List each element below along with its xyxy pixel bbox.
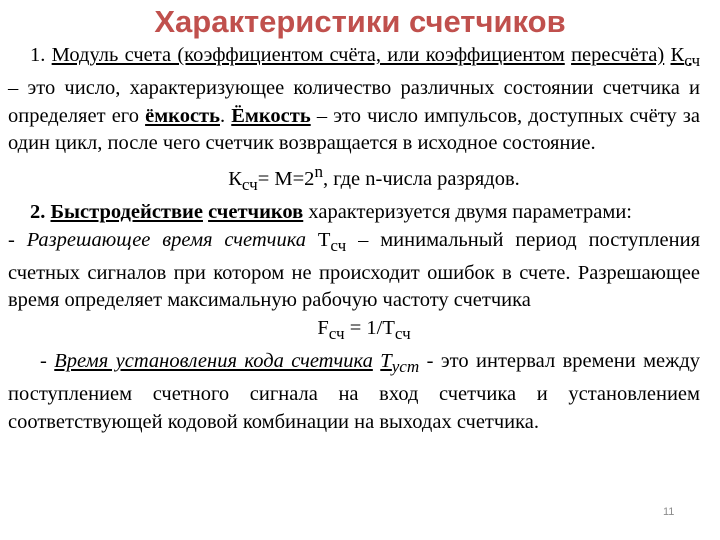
resolution-time-paragraph: - Разрешающее время счетчика $Т_{сч}$ – минимальный период поступления счетных сигналов при котором не происходит ошибок в счете. Разрешающее время определяет максимальную рабочую частоту счетчика (8, 228, 701, 312)
item1-emph-capacity-2: Ёмкость (231, 104, 311, 127)
body-text (8, 42, 700, 437)
item1-term-b: пересчёта) (571, 44, 665, 66)
item1-number: 1. (30, 44, 46, 66)
settling-time-paragraph: - Время установления кода счетчика $Т_{уст}$ - это интервал времени между поступлением счетного сигнала на вход счетчика и установлением соответствующей кодовой комбинации на выходах счетчика. (8, 350, 701, 433)
item1-def-c: – это число импульсов, доступных счёту за один цикл, после чего счетчик возвращается в исходное состояние. (8, 104, 700, 155)
formula-capacity: $К_{сч}= М=2^n$, где n-числа разрядов. (228, 162, 520, 195)
item2-term-speed: Быстродействие (50, 201, 203, 223)
page-number: 11 (663, 506, 675, 518)
item1-def-a: – это число, характеризующее количество различных состоянии счетчика и определяет его (8, 76, 700, 127)
formula-frequency: $F_{сч} = 1/Т_{сч}$ (317, 317, 411, 344)
resolution-time-term: Разрешающее время счетчика (26, 228, 307, 251)
item1-symbol: $К_{сч}$ (670, 44, 701, 71)
item1-term: Модуль счета (коэффициентом счёта, или коэффициентом (51, 44, 565, 66)
item1-paragraph (8, 42, 700, 158)
settling-time-symbol: $Т_{уст}$ (380, 350, 420, 377)
item1-def-b: . (219, 104, 232, 127)
item2-number: 2. (30, 201, 46, 223)
settling-time-text: - это интервал времени между поступлением счетного сигнала на вход счетчика и установлением соответствующей кодовой комбинации на выходах счетчика. (8, 350, 701, 433)
item2-paragraph (8, 199, 700, 227)
item1-emph-capacity: ёмкость (145, 104, 220, 127)
resolution-time-text: – минимальный период поступления счетных сигналов при котором не происходит ошибок в счете. Разрешающее время определяет максимальную рабочую частоту счетчика (8, 228, 701, 312)
page-title: Характеристики счетчиков (154, 4, 566, 39)
item2-term-counters: счетчиков (208, 201, 304, 223)
item2-rest: характеризуется двумя параметрами: (303, 201, 632, 223)
settling-time-term: Время установления кода счетчика (54, 350, 373, 373)
